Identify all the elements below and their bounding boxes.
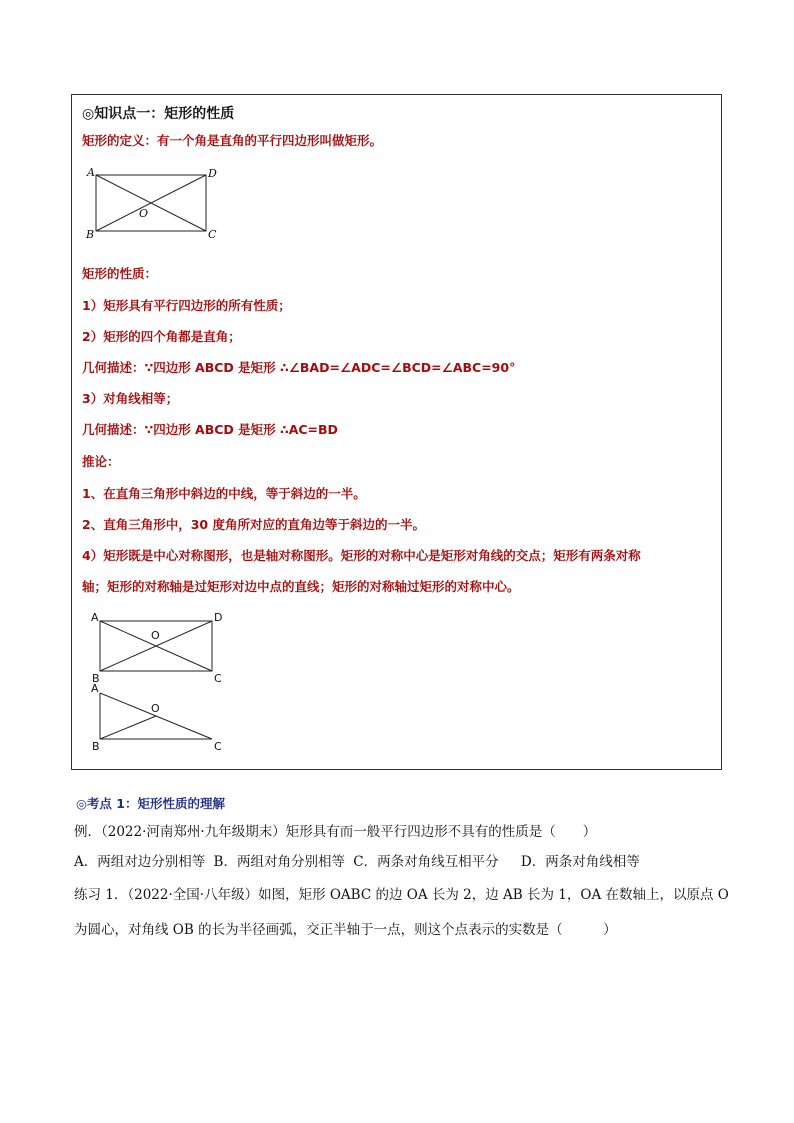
property-1: 1）矩形具有平行四边形的所有性质； <box>82 298 291 313</box>
option-a[interactable]: A．两组对边分别相等 <box>74 854 206 870</box>
corollary-1: 1、在直角三角形中斜边的中线，等于斜边的一半。 <box>82 486 366 501</box>
fig3-label-b: B <box>92 740 100 753</box>
property-2: 2）矩形的四个角都是直角； <box>82 329 241 344</box>
corollary-4-line-2: 轴；矩形的对称轴是过矩形对边中点的直线；矩形的对称轴过矩形的对称中心。 <box>82 579 520 594</box>
exercise-line-2: 为圆心，对角线 OB 的长为半径画弧，交正半轴于一点，则这个点表示的实数是（ ） <box>74 922 617 938</box>
example-question: 例．（2022·河南郑州·九年级期末）矩形具有而一般平行四边形不具有的性质是（ ） <box>74 824 597 840</box>
option-c[interactable]: C．两条对角线互相平分 <box>353 854 499 870</box>
corollary-2: 2、直角三角形中，30 度角所对应的直角边等于斜边的一半。 <box>82 517 425 532</box>
fig2-label-d: D <box>214 611 223 624</box>
fig2-label-c: C <box>214 672 222 685</box>
corollary-4-line-1: 4）矩形既是中心对称图形，也是轴对称图形。矩形的对称中心是矩形对角线的交点；矩形有两条对称 <box>82 548 641 563</box>
property-2-geometry: 几何描述：∵四边形 ABCD 是矩形 ∴∠BAD=∠ADC=∠BCD=∠ABC=90° <box>82 360 516 375</box>
section-title: ◎知识点一：矩形的性质 <box>82 106 235 122</box>
property-3-geometry: 几何描述：∵四边形 ABCD 是矩形 ∴AC=BD <box>82 422 338 437</box>
rectangle-figure-1 <box>82 165 222 243</box>
fig2-label-o: O <box>151 629 160 642</box>
fig3-label-c: C <box>214 740 222 753</box>
fig1-label-a: A <box>87 166 95 179</box>
fig2-label-a: A <box>91 611 99 624</box>
fig1-label-o: O <box>139 207 149 220</box>
answer-options <box>74 850 640 870</box>
option-d[interactable]: D．两条对角线相等 <box>520 854 640 870</box>
exercise-line-1: 练习 1．（2022·全国·八年级）如图，矩形 OABC 的边 OA 长为 2，边 AB 长为 1，OA 在数轴上，以原点 O <box>74 887 729 903</box>
fig1-label-c: C <box>208 228 217 241</box>
triangle-figure <box>86 683 236 755</box>
properties-heading: 矩形的性质： <box>82 266 158 281</box>
definition-text: 矩形的定义：有一个角是直角的平行四边形叫做矩形。 <box>82 133 383 148</box>
fig1-label-d: D <box>208 167 217 180</box>
knowledge-box <box>71 94 722 770</box>
fig1-label-b: B <box>86 228 95 241</box>
rectangle-figure-2 <box>86 607 236 689</box>
property-3: 3）对角线相等； <box>82 391 179 406</box>
corollary-heading: 推论： <box>82 454 120 469</box>
option-b[interactable]: B．两组对角分别相等 <box>213 854 345 870</box>
exam-point-heading: ◎考点 1：矩形性质的理解 <box>76 796 225 811</box>
fig3-label-o: O <box>151 702 160 715</box>
fig3-label-a: A <box>91 683 99 695</box>
fig2-label-b: B <box>92 672 100 685</box>
